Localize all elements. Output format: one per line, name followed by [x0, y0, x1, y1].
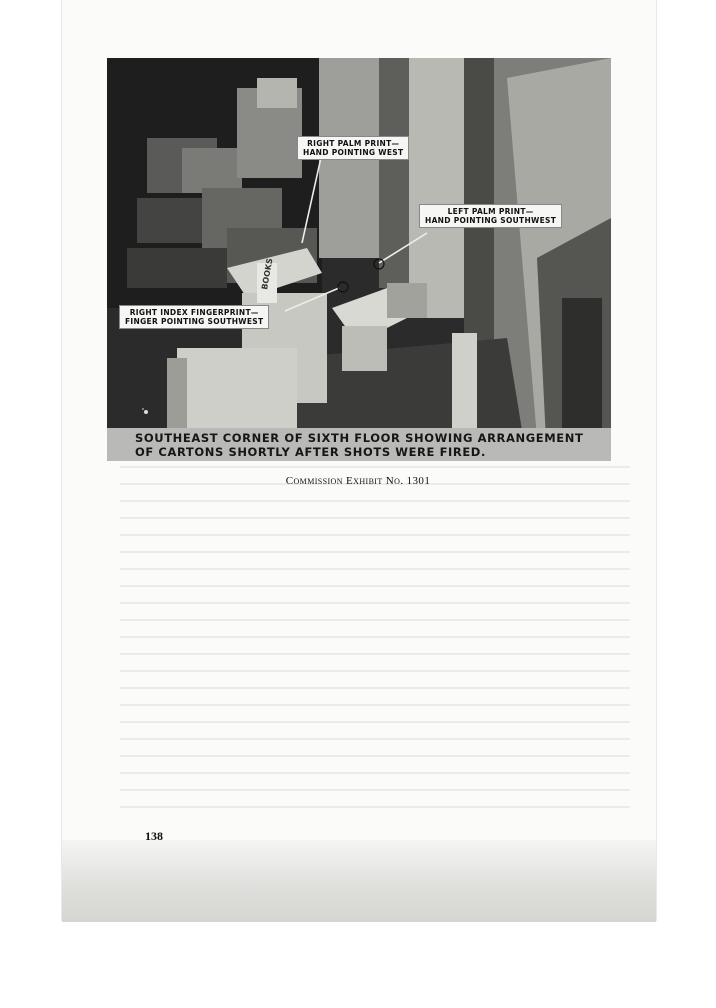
photo-scene — [107, 58, 611, 461]
page-number: 138 — [145, 829, 163, 843]
label-right-index-line1: RIGHT INDEX FINGERPRINT— — [129, 308, 259, 317]
exhibit-photograph — [107, 58, 611, 461]
label-right-index-fingerprint — [119, 305, 269, 329]
page-shadow — [62, 840, 656, 922]
label-left-palm-line2: HAND POINTING SOUTHWEST — [425, 216, 557, 225]
exhibit-title: Commission Exhibit No. 1301 — [285, 475, 431, 487]
speck — [142, 408, 144, 410]
label-left-palm-print — [419, 204, 562, 228]
caption-line-1: SOUTHEAST CORNER OF SIXTH FLOOR SHOWING ARRANGEMENT — [135, 431, 584, 445]
label-right-palm-line1: RIGHT PALM PRINT— — [307, 139, 400, 148]
caption-line-2: OF CARTONS SHORTLY AFTER SHOTS WERE FIRED. — [135, 445, 486, 459]
carton-books-text: BOOKS — [260, 257, 275, 291]
label-left-palm-line1: LEFT PALM PRINT— — [447, 207, 534, 216]
bleed-through-text — [120, 460, 630, 820]
label-right-palm-print — [297, 136, 409, 160]
photo-caption — [107, 428, 611, 461]
label-right-index-line2: FINGER POINTING SOUTHWEST — [125, 317, 264, 326]
label-right-palm-line2: HAND POINTING WEST — [303, 148, 404, 157]
